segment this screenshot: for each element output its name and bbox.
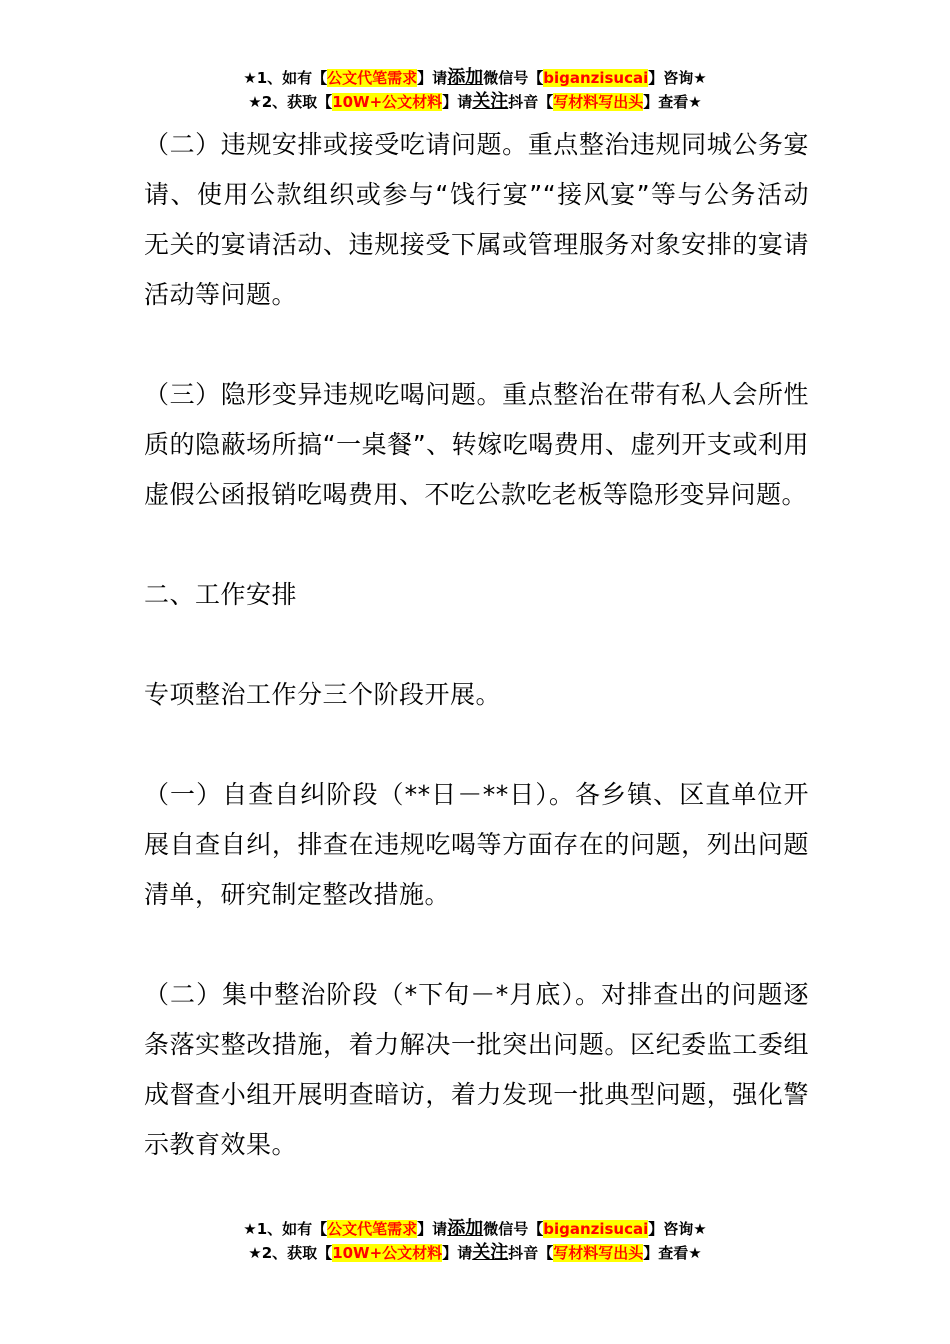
banner-text: ★1、如有【 xyxy=(243,69,328,87)
banner-text: 】咨询★ xyxy=(648,1220,707,1238)
banner-line-2 xyxy=(0,90,950,114)
banner-text: 微信号【 xyxy=(483,69,544,87)
banner-text: 抖音【 xyxy=(508,93,554,111)
banner-text: 】请 xyxy=(442,93,473,111)
paragraph: （二）违规安排或接受吃请问题。重点整治违规同城公务宴请、使用公款组织或参与“饯行宴”“接风宴”等与公务活动无关的宴请活动、违规接受下属或管理服务对象安排的宴请活动等问题。 xyxy=(144,130,809,309)
banner-text: 】请 xyxy=(417,1220,448,1238)
banner-highlight: biganzisucai xyxy=(543,69,649,87)
banner-underline: 添加 xyxy=(447,1218,484,1239)
banner-text: ★2、获取【 xyxy=(248,1244,333,1262)
banner-line-1 xyxy=(0,1217,950,1241)
banner-highlight: biganzisucai xyxy=(543,1220,649,1238)
footer-banner xyxy=(0,1217,950,1265)
paragraph: （一）自查自纠阶段（**日－**日）。各乡镇、区直单位开展自查自纠，排查在违规吃喝等方面存在的问题，列出问题清单，研究制定整改措施。 xyxy=(144,780,809,909)
paragraph: （二）集中整治阶段（*下旬－*月底）。对排查出的问题逐条落实整改措施，着力解决一批突出问题。区纪委监工委组成督查小组开展明查暗访，着力发现一批典型问题，强化警示教育效果。 xyxy=(144,980,809,1159)
banner-underline: 关注 xyxy=(472,91,509,112)
banner-underline: 关注 xyxy=(472,1242,509,1263)
banner-highlight: 公文代笔需求 xyxy=(327,1220,418,1238)
paragraph: 专项整治工作分三个阶段开展。 xyxy=(144,680,502,709)
banner-highlight: 公文代笔需求 xyxy=(327,69,418,87)
banner-text: 】咨询★ xyxy=(648,69,707,87)
header-banner xyxy=(0,66,950,114)
banner-text: ★1、如有【 xyxy=(243,1220,328,1238)
banner-line-1 xyxy=(0,66,950,90)
banner-text: 】请 xyxy=(442,1244,473,1262)
banner-text: 】查看★ xyxy=(643,93,702,111)
section-heading: 二、工作安排 xyxy=(144,580,298,609)
paragraph: （三）隐形变异违规吃喝问题。重点整治在带有私人会所性质的隐蔽场所搞“一桌餐”、转嫁吃喝费用、虚列开支或利用虚假公函报销吃喝费用、不吃公款吃老板等隐形变异问题。 xyxy=(144,380,809,509)
banner-text: 】查看★ xyxy=(643,1244,702,1262)
banner-text: 抖音【 xyxy=(508,1244,554,1262)
banner-highlight: 写材料写出头 xyxy=(553,93,644,111)
banner-line-2 xyxy=(0,1241,950,1265)
banner-text: 】请 xyxy=(417,69,448,87)
banner-highlight: 10W+公文材料 xyxy=(332,93,443,111)
banner-text: 微信号【 xyxy=(483,1220,544,1238)
banner-highlight: 10W+公文材料 xyxy=(332,1244,443,1262)
banner-highlight: 写材料写出头 xyxy=(553,1244,644,1262)
banner-underline: 添加 xyxy=(447,67,484,88)
banner-text: ★2、获取【 xyxy=(248,93,333,111)
document-body xyxy=(144,120,809,1170)
